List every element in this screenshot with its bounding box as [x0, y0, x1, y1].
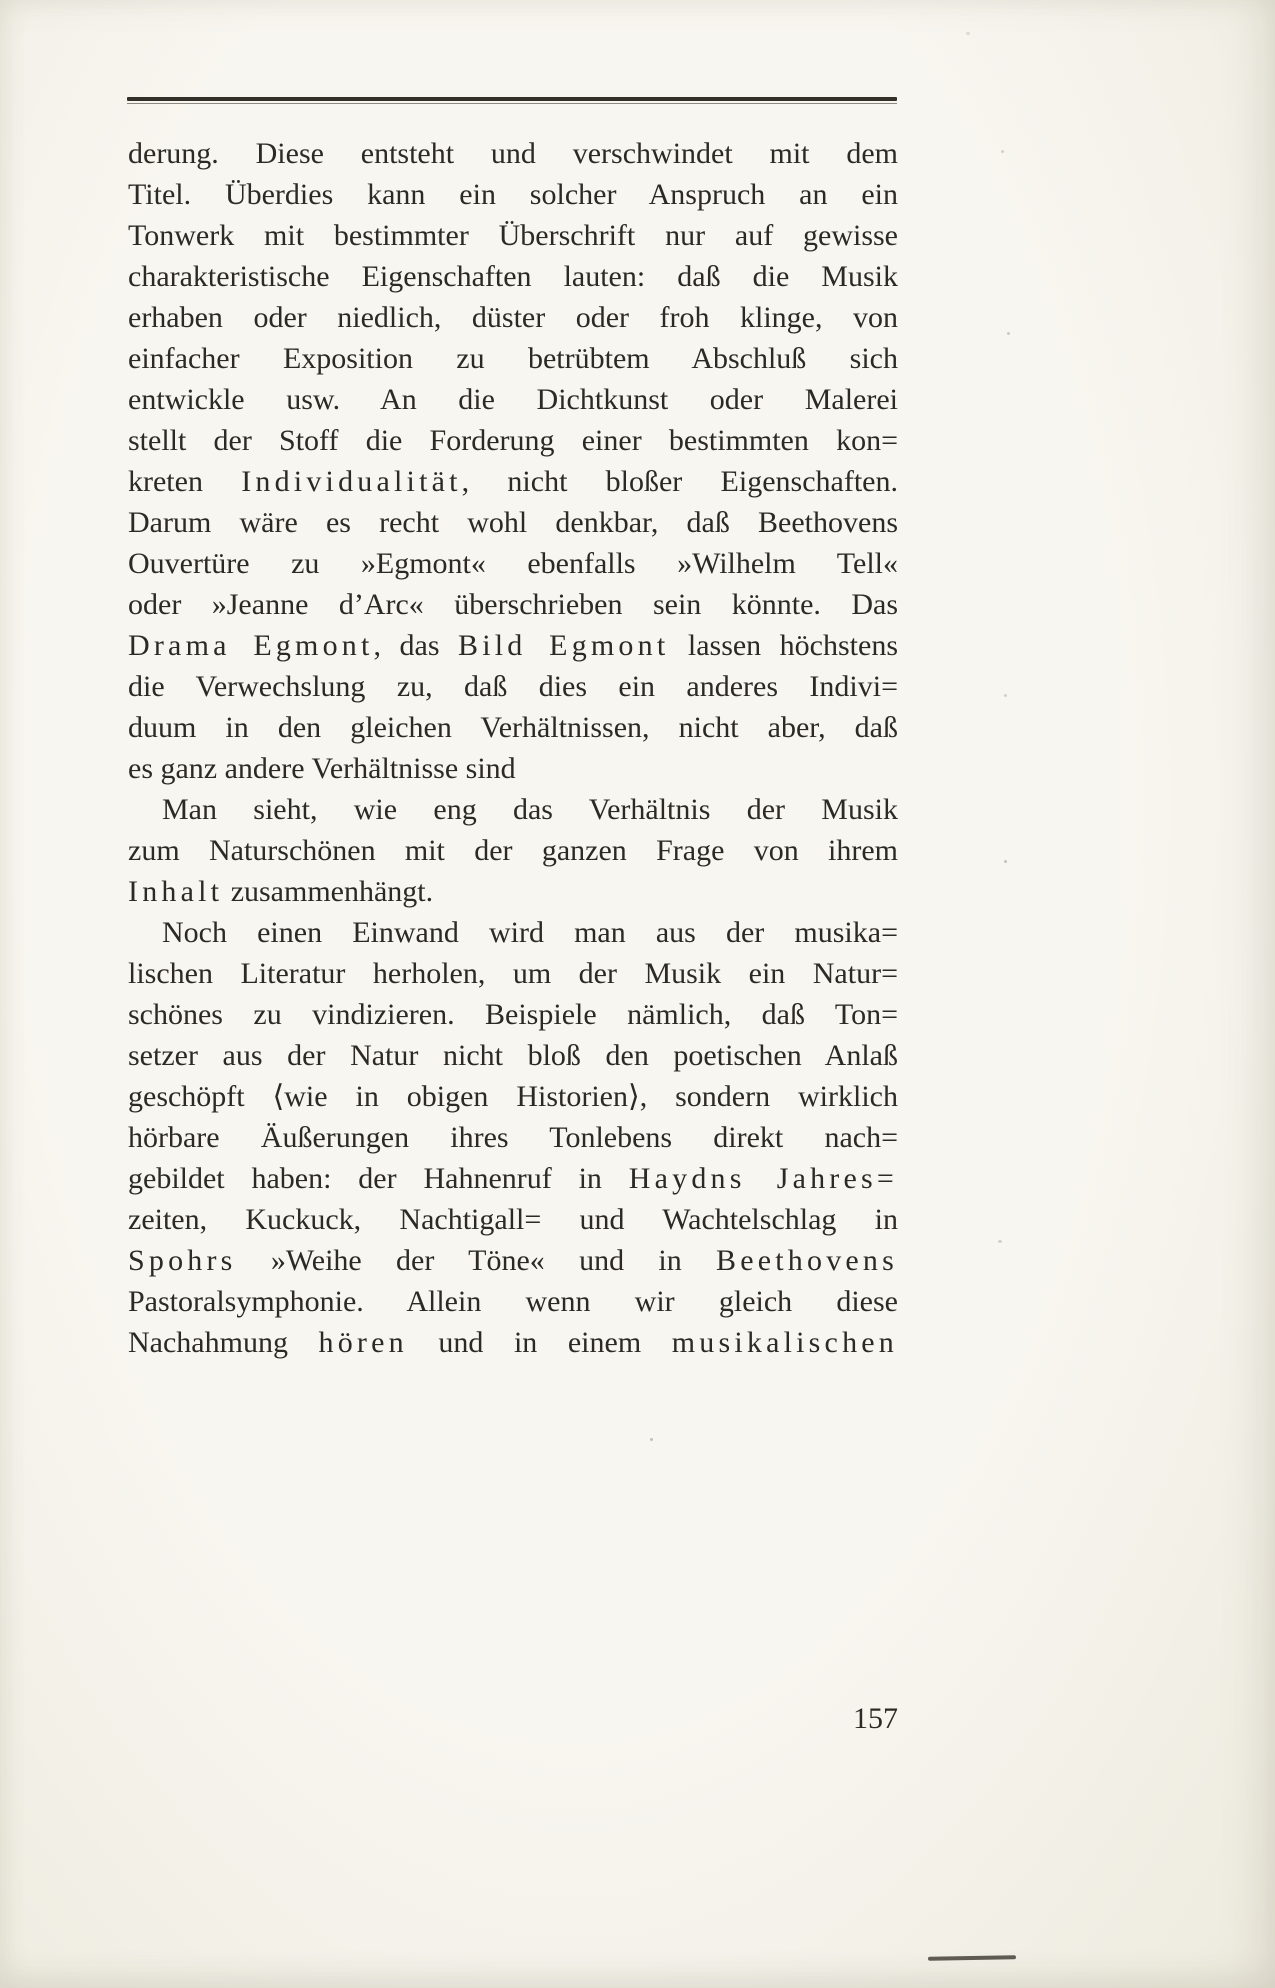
text-segment: die Verwechslung zu, daß dies ein anderes Indivi= — [128, 670, 898, 703]
text-line — [128, 584, 898, 625]
text-segment: lischen Literatur herholen, um der Musik ein Natur= — [128, 957, 898, 990]
text-line — [128, 379, 898, 420]
text-segment-letterspaced: Spohrs — [128, 1244, 237, 1277]
text-segment-letterspaced: Haydns Jahres= — [628, 1162, 898, 1195]
scan-artifact — [998, 1240, 1002, 1243]
text-line — [128, 789, 898, 830]
text-segment: es ganz andere Verhältnisse sind — [128, 752, 516, 785]
header-rule-thick — [127, 97, 897, 101]
text-line — [128, 338, 898, 379]
text-line — [128, 174, 898, 215]
text-line — [128, 748, 898, 789]
text-segment: Noch einen Einwand wird man aus der musika= — [162, 916, 898, 949]
text-line — [128, 256, 898, 297]
text-line — [128, 912, 898, 953]
scan-artifact — [650, 1438, 653, 1441]
text-segment: Titel. Überdies kann ein solcher Anspruch an ein — [128, 178, 898, 211]
scan-artifact — [1004, 860, 1007, 863]
text-line — [128, 871, 898, 912]
text-segment-letterspaced: musikalischen — [671, 1326, 898, 1359]
text-line — [128, 215, 898, 256]
text-segment-letterspaced: Bild Egmont — [458, 629, 670, 662]
text-segment: stellt der Stoff die Forderung einer bestimmten kon= — [128, 424, 898, 457]
text-segment: Nachahmung — [128, 1326, 319, 1359]
text-segment-letterspaced: Inhalt — [128, 875, 224, 908]
text-line — [128, 297, 898, 338]
text-line — [128, 1281, 898, 1322]
scan-artifact — [1004, 694, 1007, 697]
text-line — [128, 625, 898, 666]
text-line — [128, 1199, 898, 1240]
text-segment: lassen höchstens — [669, 629, 898, 662]
text-segment: oder »Jeanne d’Arc« überschrieben sein könnte. Das — [128, 588, 898, 621]
text-segment: kreten — [128, 465, 242, 498]
text-line — [128, 1240, 898, 1281]
text-line — [128, 420, 898, 461]
text-line — [128, 707, 898, 748]
text-segment: Darum wäre es recht wohl denkbar, daß Beethovens — [128, 506, 898, 539]
text-line — [128, 1076, 898, 1117]
text-segment: derung. Diese entsteht und verschwindet mit dem — [128, 137, 898, 170]
text-segment: , das — [373, 629, 458, 662]
text-segment-letterspaced: Individualität — [241, 465, 462, 498]
text-segment: zeiten, Kuckuck, Nachtigall= und Wachtelschlag in — [128, 1203, 898, 1236]
text-segment: Tonwerk mit bestimmter Überschrift nur auf gewisse — [128, 219, 898, 252]
text-segment: geschöpft ⟨wie in obigen Historien⟩, sondern wirklich — [128, 1080, 898, 1113]
scan-artifact — [966, 32, 970, 35]
header-rule-thin — [127, 103, 897, 104]
text-line — [128, 1322, 898, 1363]
text-segment: gebildet haben: der Hahnenruf in — [128, 1162, 629, 1195]
text-line — [128, 830, 898, 871]
text-segment: entwickle usw. An die Dichtkunst oder Malerei — [128, 383, 898, 416]
text-segment: zusammenhängt. — [223, 875, 434, 908]
text-line — [128, 994, 898, 1035]
scan-artifact — [928, 1955, 1016, 1961]
text-line — [128, 133, 898, 174]
text-line — [128, 1035, 898, 1076]
text-segment: Pastoralsymphonie. Allein wenn wir gleich diese — [128, 1285, 898, 1318]
text-line — [128, 1158, 898, 1199]
text-segment-letterspaced: hören — [318, 1326, 408, 1359]
text-line — [128, 1117, 898, 1158]
text-line — [128, 666, 898, 707]
scan-artifact — [1007, 332, 1010, 335]
text-segment: und in einem — [407, 1326, 672, 1359]
text-segment: zum Naturschönen mit der ganzen Frage von ihrem — [128, 834, 898, 867]
text-segment: Ouvertüre zu »Egmont« ebenfalls »Wilhelm Tell« — [128, 547, 898, 580]
page-number: 157 — [853, 1702, 898, 1735]
header-rule — [127, 97, 897, 104]
body-text — [128, 133, 898, 1363]
text-segment: hörbare Äußerungen ihres Tonlebens direkt nach= — [128, 1121, 898, 1154]
text-line — [128, 461, 898, 502]
text-line — [128, 953, 898, 994]
text-segment: schönes zu vindizieren. Beispiele nämlich, daß Ton= — [128, 998, 898, 1031]
text-line — [128, 502, 898, 543]
text-segment: charakteristische Eigenschaften lauten: daß die Musik — [128, 260, 898, 293]
text-segment: »Weihe der Töne« und in — [236, 1244, 717, 1277]
text-segment: erhaben oder niedlich, düster oder froh klinge, von — [128, 301, 898, 334]
text-segment-letterspaced: Beethovens — [716, 1244, 898, 1277]
scan-artifact — [1001, 150, 1004, 153]
text-segment: setzer aus der Natur nicht bloß den poetischen Anlaß — [128, 1039, 898, 1072]
text-segment: , nicht bloßer Eigenschaften. — [461, 465, 898, 498]
text-line — [128, 543, 898, 584]
text-segment: einfacher Exposition zu betrübtem Abschluß sich — [128, 342, 898, 375]
text-segment-letterspaced: Drama Egmont — [128, 629, 374, 662]
text-segment: Man sieht, wie eng das Verhältnis der Musik — [162, 793, 898, 826]
text-segment: duum in den gleichen Verhältnissen, nicht aber, daß — [128, 711, 898, 744]
